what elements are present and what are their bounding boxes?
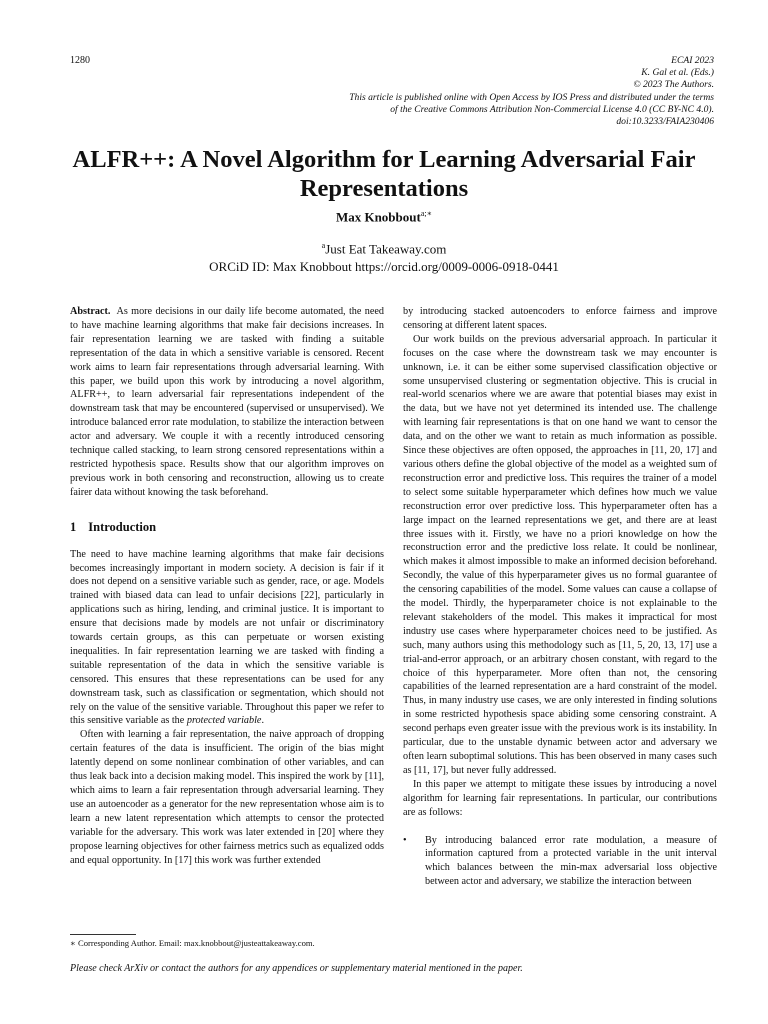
protected-variable-term: protected variable xyxy=(186,715,262,727)
intro-p1-text: The need to have machine learning algorithms that make fair decisions becomes increasingly important in modern society. A decision is fair if it does not depend on a sensitive variable such as gender, race, or age. Models trained with biased data can lead to unfair decisions [22], particularly in applications such as hiring, lending, and criminal justice. It is important to ensure that decisions made by models are not unfair or discriminatory towards certain groups, as this can perpetuate or worsen existing inequalities. In fair representation learning we are tasked with finding a suitable representation of the data in which the sensitive variable is censored. This ensures that these representations can be used for any downstream task, such as classification or segmentation, which should not rely on the value of the sensitive variable. Throughout this paper we refer to this sensitive variable as the xyxy=(70,548,384,727)
section-heading-introduction xyxy=(70,521,384,535)
author-name: Max Knobbout xyxy=(335,209,421,225)
bottom-note: Please check ArXiv or contact the authors for any appendices or supplementary material mentioned in the paper. xyxy=(70,963,523,974)
section-title: Introduction xyxy=(88,519,157,534)
intro-paragraph-3: Our work builds on the previous adversarial approach. In particular it focuses on the case where the downstream task we may encounter is unknown, i.e. it can be either some supervised classification objective or some unsupervised clustering or segmentation objective. This is crucial in real-world scenarios where we are aware that potential biases may exist in the data, but we have not yet determined its intended use. The challenge with learning fair representations is that on one hand we want to censor the data, and on the other we want to retain as much information as possible. Since these objectives are often opposed, the approaches in [11, 20, 17] and various others define the global objective of the model as a weighted sum of reconstruction error and predictive loss. This requires the trainer of a model to select some suitable hyperparameter which defines how much we value reconstruction error over predictive loss. This hyperparameter often has a large impact on the learned representations we get, and there are at least three issues with it. Firstly, we have no a priori knowledge on how the reconstruction error and the predictive loss relate. It could be nonlinear, which makes it almost impossible to make an informed decision beforehand. Secondly, the value of this hyperparameter gives us no formal guarantee of the censoring capabilities of the model. Some values can cause a collapse of the model. Thirdly, the hyperparameter choice is not explainable to the relevant stakeholders of the model. This makes it impractical for most industry use cases where hyperparameter choices need to be justified. As such, many authors using this methodology such as [11, 5, 20, 13, 17] use a trial-and-error approach, or an arbitrary chosen constant, with regard to the choice of this hyperparameter. More often than not, the censoring capabilities of the learned representation are a hard constraint of the model. Thus, in many industry use cases, we are only interested in finding solutions in some restricted hypothesis space abiding some censoring constraint. A second perhaps even greater issue with the previous work is its instability. In particular, due to the unstable dynamic between actor and adversary we often learn suboptimal solutions. This has been observed in many cases such as [11, 17], but never fully addressed. xyxy=(403,333,717,776)
pub-line: This article is published online with Open Access by IOS Press and distributed under the terms xyxy=(349,91,714,103)
paper-title: ALFR++: A Novel Algorithm for Learning Adversarial Fair Representations xyxy=(72,146,696,202)
abstract xyxy=(70,305,384,500)
pub-line: of the Creative Commons Attribution Non-Commercial License 4.0 (CC BY-NC 4.0). xyxy=(390,103,714,115)
contributions-list xyxy=(403,834,717,890)
bullet-icon: • xyxy=(403,834,407,846)
intro-p1-end: . xyxy=(261,715,264,727)
contribution-text: By introducing balanced error rate modulation, a measure of information captured from a protected variable in the unit interval which balances between the min-max adversarial loss objective between actor and adversary, we stabilize the interaction between xyxy=(425,834,717,888)
pub-line: doi:10.3233/FAIA230406 xyxy=(616,116,714,128)
orcid-line: ORCiD ID: Max Knobbout https://orcid.org/0009-0006-0918-0441 xyxy=(209,259,559,275)
pub-line: ECAI 2023 xyxy=(671,55,714,66)
pub-line: K. Gal et al. (Eds.) xyxy=(641,67,714,79)
publication-info xyxy=(254,55,714,128)
intro-paragraph-2: Often with learning a fair representation, the naive approach of dropping certain features of the data is insufficient. The origin of the bias might latently depend on some nonlinear combination of other variables, and can thus leak back into a decision making model. This inspired the work by [11], which aims to learn a fair representation through adversarial learning. They use an autoencoder as a generator for the new representation whose aim is to learn a new latent representation which attempts to censor the protected variable for the adversary. This work was later extended in [20] where they propose learning objectives for other fairness metrics such as equalized odds and equal opportunity. In [17] this work was further extended xyxy=(70,729,384,866)
author-line xyxy=(0,209,768,225)
intro-paragraph-1 xyxy=(70,548,384,729)
affiliation xyxy=(0,237,768,276)
affiliation-mark: a xyxy=(321,241,326,250)
intro-paragraph-2-continued: by introducing stacked autoencoders to enforce fairness and improve censoring at different latent spaces. xyxy=(403,306,717,331)
abstract-text: As more decisions in our daily life become automated, the need to have machine learning algorithms that make fair decisions increases. In fair representation learning we are tasked with finding a suitable representation of the data in which a sensitive variable is censored. Recent work aims to learn fair representations through adversarial learning. With this paper, we build upon this work by introducing a novel algorithm, ALFR++, to learn adversarial fair representations independent of the downstream task that may be encountered (supervised or unsupervised). We introduce balanced error rate modulation, to stabilize the interaction between actor and adversary. We couple it with a recently introduced censoring technique called stacking, to learn strong censored representations within a restricted hypothesis space. Results show that our algorithm improves on previous work in both censoring and reconstruction, allowing us to create fairer data without knowing the task beforehand. xyxy=(70,306,384,498)
intro-paragraph-4: In this paper we attempt to mitigate these issues by introducing a novel algorithm for learning fair representations. In particular, our contributions are as follows: xyxy=(403,778,717,818)
page-number: 1280 xyxy=(70,55,90,66)
pub-line: © 2023 The Authors. xyxy=(633,79,714,91)
section-number: 1 xyxy=(70,519,77,534)
author-marks: a;∗ xyxy=(420,209,433,218)
abstract-label: Abstract. xyxy=(70,306,111,317)
list-item xyxy=(403,834,717,890)
footnote-divider xyxy=(70,934,136,935)
right-column xyxy=(403,305,717,889)
left-column xyxy=(70,305,384,867)
footnote: ∗ Corresponding Author. Email: max.knobbout@justeattakeaway.com. xyxy=(70,938,315,948)
affiliation-org: Just Eat Takeaway.com xyxy=(325,241,447,257)
